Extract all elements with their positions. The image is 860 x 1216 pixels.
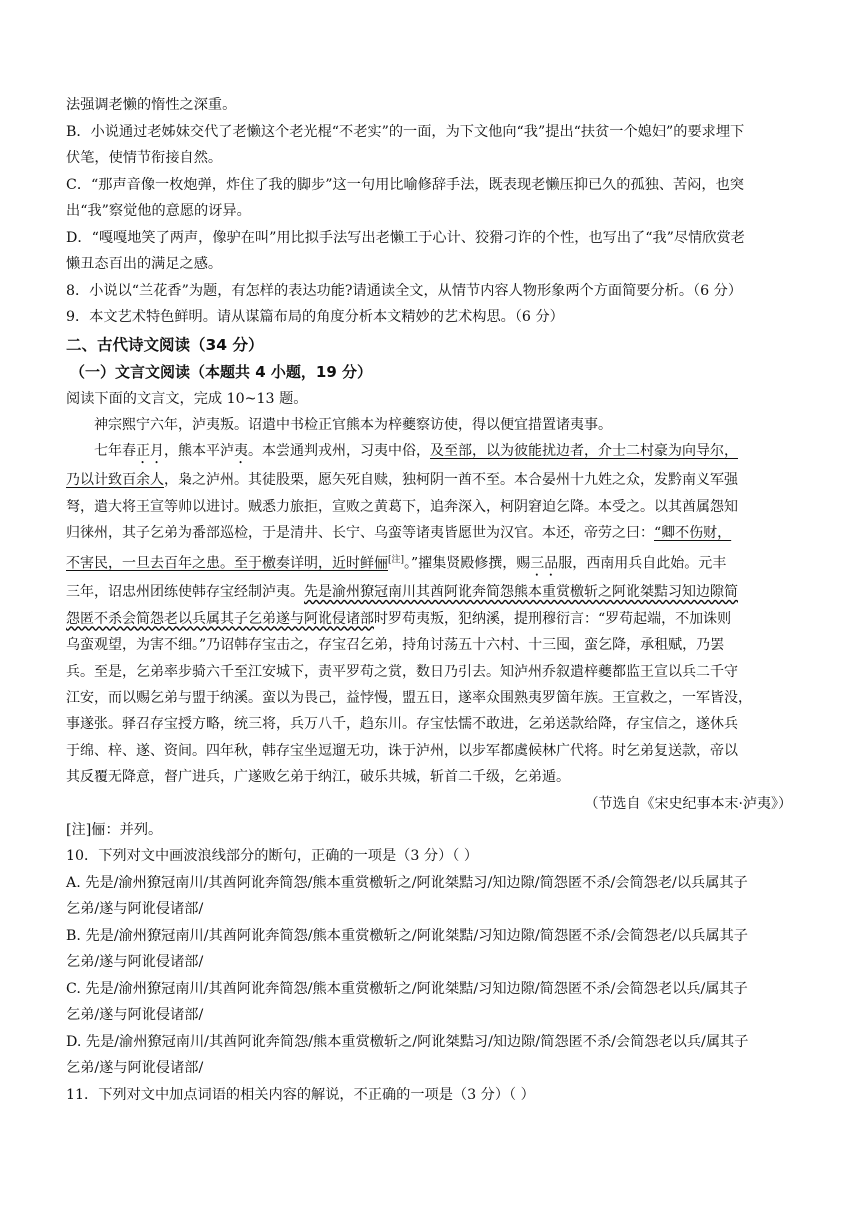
q10-option-b-cont: 乞弟/遂与阿讹侵诸部/ xyxy=(66,954,204,971)
passage-source: （节选自《宋史纪事本末·泸夷》） xyxy=(584,795,792,812)
q10-option-c: C. 先是/渝州獠冠南川/其酋阿讹奔简怨/熊本重赏檄斩之/阿讹桀黠/习知边隙/简怨匿不杀/会简怨老以兵/属其子 xyxy=(66,980,748,997)
passage-line: 于绵、梓、遂、资间。四年秋，韩存宝坐逗遛无功，诛于泸州，以步军都虞候林广代将。时乞弟复送款，帝以 xyxy=(66,742,738,759)
q7-option-d: D．“嘎嘎地笑了两声，像驴在叫”用比拟手法写出老懒工于心计、狡猾刁诈的个性，也写出了“我”尽情欣赏老 xyxy=(66,229,745,246)
q7-option-c: C．“那声音像一枚炮弹，炸住了我的脚步”这一句用比喻修辞手法，既表现老懒压抑已久的孤独、苦闷，也突 xyxy=(66,176,744,193)
passage-line: 兵。至是，乞弟率步骑六千至江安城下，责平罗苟之赏，数日乃引去。知泸州乔叙遣梓夔都监王宣以兵二千守 xyxy=(66,663,738,680)
q7-option-b-cont: 伏笔，使情节衔接自然。 xyxy=(66,150,223,166)
underlined-sentence-2-cont: 不害民，一旦去百年之患。至于檄奏详明，近时鲜俪 xyxy=(66,555,388,572)
wavy-underlined-sentence-cont: 怨匿不杀会简怨老以兵属其子乞弟遂与阿讹侵诸部 xyxy=(66,610,374,627)
passage-line: 弩，遣大将王宣等帅以进讨。贼悉力旅拒，宣败之黄葛下，追奔深入，柯阴窘迫乞降。本受之。以其酋属怨知 xyxy=(66,498,738,515)
q7-option-c-cont: 出“我”察觉他的意愿的讶异。 xyxy=(66,203,251,219)
question-10-stem: 10．下列对文中画波浪线部分的断句，正确的一项是（3 分）（ ） xyxy=(66,848,479,865)
q10-option-b: B. 先是/渝州獠冠南川/其酋阿讹奔简怨/熊本重赏檄斩之/阿讹桀黠/习知边隙/简怨匿不杀/会简怨老/以兵属其子 xyxy=(66,927,748,944)
q7-option-a-tail: 法强调老懒的惰性之深重。 xyxy=(66,97,237,113)
q10-option-a: A. 先是/渝州獠冠南川/其酋阿讹奔简怨/熊本重赏檄斩之/阿讹桀黠习/知边隙/简怨匿不杀/会简怨老/以兵属其子 xyxy=(66,874,748,891)
question-11-stem: 11．下列对文中加点词语的相关内容的解说，不正确的一项是（3 分）（ ） xyxy=(66,1086,535,1103)
q7-option-b: B．小说通过老姊妹交代了老懒这个老光棍“不老实”的一面，为下文他向“我”提出“扶贫一个媳妇”的要求埋下 xyxy=(66,123,745,140)
passage-line: 江安，而以赐乞弟与盟于纳溪。蛮以为畏己，益悖慢，盟五日，遂率众围熟夷罗箇年族。王宣救之，一军皆没， xyxy=(66,689,752,706)
dotted-term-yi: 夷 xyxy=(234,443,248,460)
underlined-sentence-1: 及至部，以为彼能扰边者，介士二村豪为向导尔， xyxy=(430,443,738,460)
passage-line: 怨匿不杀会简怨老以兵属其子乞弟遂与阿讹侵诸部时罗苟夷叛，犯纳溪，提刑穆衍言：“罗苟起端，不加诛则 xyxy=(66,610,732,627)
passage-line: 归徕州，其子乞弟为番部巡检，于是清井、长宁、乌蛮等诸夷皆愿世为汉官。本还，帝劳之曰：“卿不伤财， xyxy=(66,525,732,542)
classical-passage xyxy=(66,412,796,817)
q10-option-c-cont: 乞弟/遂与阿讹侵诸部/ xyxy=(66,1007,204,1024)
exam-page xyxy=(66,92,796,1108)
wavy-underlined-sentence: 先是渝州獠冠南川其酋阿讹奔简怨熊本重赏檄斩之阿讹桀黠习知边隙简 xyxy=(304,584,738,601)
q7-option-d-cont: 懒丑态百出的满足之感。 xyxy=(66,256,223,272)
passage-line: 三年，诏忠州团练使韩存宝经制泸夷。先是渝州獠冠南川其酋阿讹奔简怨熊本重赏檄斩之阿讹桀黠习知边隙简 xyxy=(66,584,738,601)
footnote: [注]俪：并列。 xyxy=(66,821,163,838)
dotted-term-zhengyue: 正月 xyxy=(136,443,164,460)
passage-line: 乌蛮观望，为害不细。”乃诏韩存宝击之，存宝召乞弟，持角讨荡五十六村、十三囤，蛮乞降，承租赋，乃罢 xyxy=(66,637,725,654)
q10-option-d: D. 先是/渝州獠冠南川/其酋阿讹奔简怨/熊本重赏檄斩之/阿讹桀黠习/知边隙/简怨匿不杀/会简怨老以兵/属其子 xyxy=(66,1033,749,1050)
passage-line: 乃以计致百余人，枭之泸州。其徒股栗，愿矢死自赎，独柯阴一酋不至。本合晏州十九姓之众，发黔南义军强 xyxy=(66,472,738,489)
underlined-sentence-1-cont: 乃以计致百余人 xyxy=(66,472,164,489)
dotted-term-sanpin: 三品 xyxy=(530,555,559,572)
section-title: 二、古代诗文阅读（34 分） xyxy=(66,335,264,354)
q10-option-a-cont: 乞弟/遂与阿讹侵诸部/ xyxy=(66,901,204,918)
passage-line: 事遂张。驿召存宝授方略，统三将，兵万八千，趋东川。存宝怯懦不敢进，乞弟送款给降，存宝信之，遂休兵 xyxy=(66,716,738,733)
passage-line: 其反覆无降意，督广进兵，广遂败乞弟于纳江，破乐共城，斩首二千级，乞弟遁。 xyxy=(66,769,570,786)
passage-paragraph-1: 神宗熙宁六年，泸夷叛。诏遣中书检正官熊本为梓夔察访使，得以便宜措置诸夷事。 xyxy=(94,417,612,433)
underlined-sentence-2: “卿不伤财， xyxy=(654,525,732,542)
passage-line: 七年春正月，熊本平泸夷。本尝通判戎州，习夷中俗，及至部，以为彼能扰边者，介士二村豪为向导尔， xyxy=(94,443,738,460)
footnote-marker: [注] xyxy=(388,554,405,565)
passage-line: 不害民，一旦去百年之患。至于檄奏详明，近时鲜俪[注]。”擢集贤殿修撰，赐三品服，西南用兵自此始。元丰 xyxy=(66,554,727,572)
subsection-title: （一）文言文阅读（本题共 4 小题，19 分） xyxy=(70,362,372,381)
question-8: 8．小说以“兰花香”为题，有怎样的表达功能?请通读全文，从情节内容人物形象两个方面简要分析。（6 分） xyxy=(66,282,743,299)
reading-instruction: 阅读下面的文言文，完成 10~13 题。 xyxy=(66,390,308,407)
q10-option-d-cont: 乞弟/遂与阿讹侵诸部/ xyxy=(66,1060,204,1077)
question-9: 9．本文艺术特色鲜明。请从谋篇布局的角度分析本文精妙的艺术构思。（6 分） xyxy=(66,309,564,325)
